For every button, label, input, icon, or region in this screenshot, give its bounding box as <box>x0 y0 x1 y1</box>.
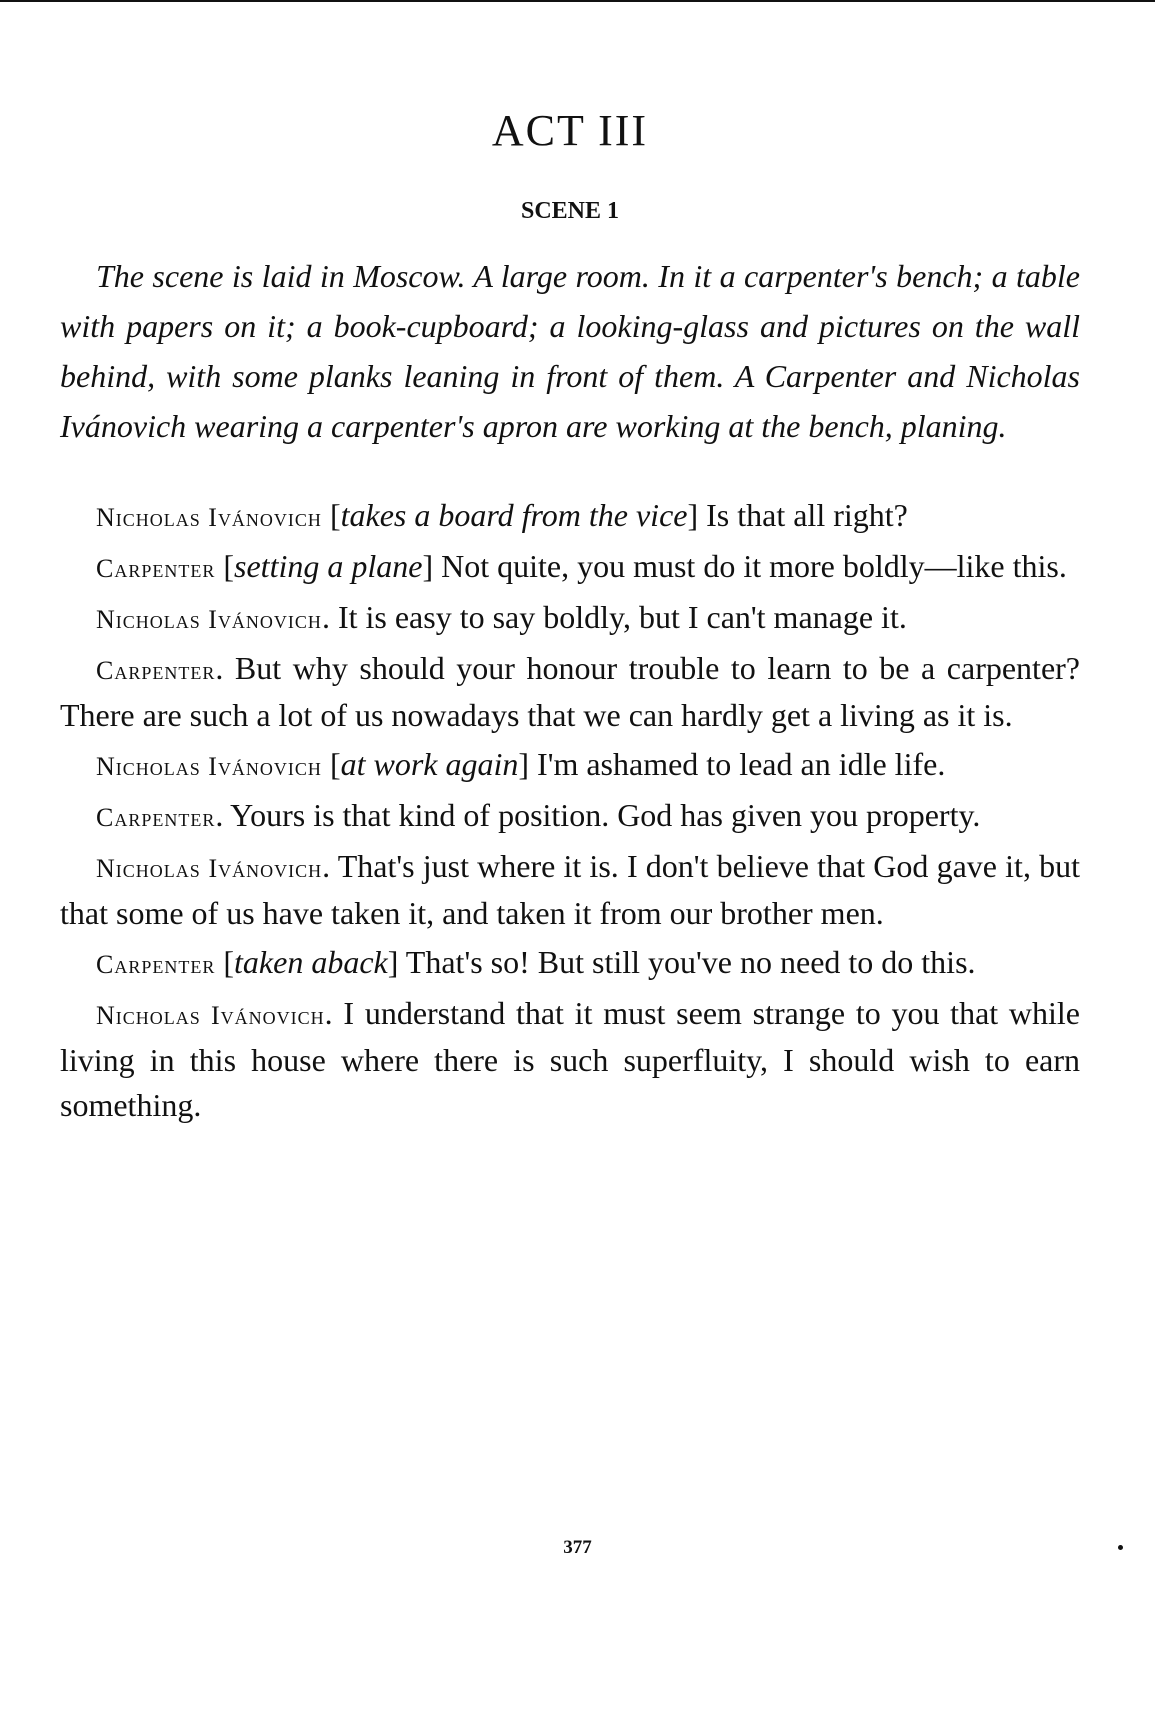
stage-direction-inline: at work again <box>340 746 519 782</box>
speech-line: Nicholas Ivánovich [takes a board from the vice] Is that all right? <box>96 497 908 533</box>
speech-text: That's so! But still you've no need to do this. <box>405 944 976 980</box>
page-number: 377 <box>563 1537 592 1558</box>
speaker-punctuation: . <box>215 797 224 833</box>
speaker-name: Carpenter <box>96 950 216 979</box>
speech-text: But why should your honour trouble to learn to be a carpenter? There are such a lot of us nowadays that we can hardly get a living as it is. <box>60 650 1081 733</box>
speaker-name: Nicholas Ivánovich <box>96 752 322 781</box>
speaker-punctuation: . <box>322 848 331 884</box>
speech-line: Carpenter [setting a plane] Not quite, you must do it more boldly—like this. <box>96 548 1067 584</box>
speech-text: Yours is that kind of position. God has given you property. <box>230 797 981 833</box>
book-page <box>60 105 1080 1132</box>
speaker-name: Nicholas Ivánovich <box>96 854 323 883</box>
speaker-name: Nicholas Ivánovich <box>96 605 322 634</box>
print-speck <box>1118 1545 1123 1550</box>
speaker-name: Nicholas Ivánovich <box>96 1001 325 1030</box>
speech-line <box>60 844 1080 936</box>
stage-direction-inline: taken aback <box>234 944 388 980</box>
opening-stage-direction: The scene is laid in Moscow. A large room. In it a carpenter's bench; a table with papers on it; a book-cupboard; a looking-glass and pictures on the wall behind, with some planks leaning in front of them. A Carpenter and Nicholas Ivánovich wearing a carpenter's apron are working at the bench, planing. <box>60 258 1080 444</box>
stage-direction-inline: takes a board from the vice <box>340 497 688 533</box>
speech-text: I'm ashamed to lead an idle life. <box>537 746 946 782</box>
speaker-name: Carpenter <box>96 656 216 685</box>
speech-line: Nicholas Ivánovich [at work again] I'm ashamed to lead an idle life. <box>96 746 946 782</box>
speech-line <box>60 595 1080 642</box>
speaker-punctuation: . <box>321 599 330 635</box>
scene-title: SCENE 1 <box>520 198 620 224</box>
speech-text: I understand that it must seem strange to you that while living in this house where there is such superfluity, I should wish to earn something. <box>60 995 1081 1123</box>
dialogue-block <box>60 493 1080 1128</box>
act-title: ACT III <box>491 106 649 155</box>
speech-line <box>60 991 1080 1128</box>
top-border-rule <box>0 0 1155 2</box>
speaker-punctuation: . <box>324 995 333 1031</box>
speech-line: Carpenter [taken aback] That's so! But still you've no need to do this. <box>96 944 976 980</box>
speech-line <box>60 646 1080 738</box>
speaker-name: Nicholas Ivánovich <box>96 503 322 532</box>
speaker-punctuation: . <box>215 650 224 686</box>
speech-text: That's just where it is. I don't believe that God gave it, but that some of us have taken it, and taken it from our brother men. <box>60 848 1081 931</box>
speech-line <box>60 793 1080 840</box>
stage-direction-inline: setting a plane <box>234 548 423 584</box>
speech-text: Is that all right? <box>706 497 908 533</box>
speaker-name: Carpenter <box>96 554 216 583</box>
speaker-name: Carpenter <box>96 803 216 832</box>
speech-text: Not quite, you must do it more boldly—like this. <box>441 548 1067 584</box>
speech-text: It is easy to say boldly, but I can't manage it. <box>337 599 907 635</box>
